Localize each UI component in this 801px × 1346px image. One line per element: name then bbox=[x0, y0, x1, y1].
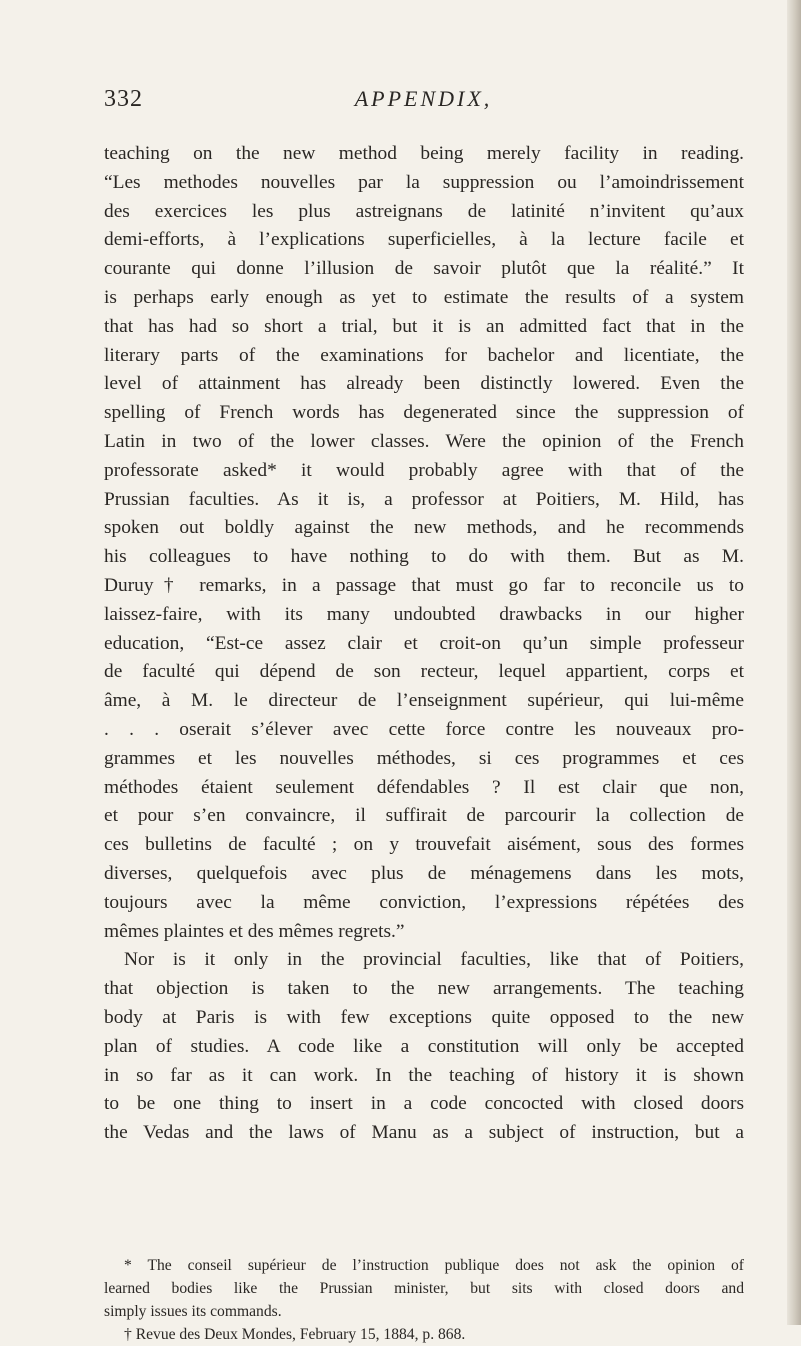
body-text bbox=[104, 140, 744, 1148]
text-line: Nor is it only in the provincial faculties, like that of Poitiers, bbox=[124, 949, 744, 971]
footnote-line: simply issues its commands. bbox=[104, 1303, 282, 1320]
text-line: diverses, quelquefois avec plus de ménagemens dans les mots, bbox=[104, 862, 744, 884]
text-line: mêmes plaintes et des mêmes regrets.” bbox=[104, 920, 405, 942]
footnotes bbox=[104, 1254, 744, 1346]
text-line: âme, à M. le directeur de l’enseignment supérieur, qui lui-même bbox=[104, 690, 744, 712]
text-line: grammes et les nouvelles méthodes, si ces programmes et ces bbox=[104, 747, 744, 769]
page-number: 332 bbox=[104, 86, 143, 112]
text-line: toujours avec la même conviction, l’expressions répétées des bbox=[104, 891, 744, 913]
text-line: education, “Est-ce assez clair et croit-on qu’un simple professeur bbox=[104, 632, 744, 654]
text-line: et pour s’en convaincre, il suffirait de parcourir la collection de bbox=[104, 805, 744, 827]
footnote-line: † Revue des Deux Mondes, February 15, 1884, p. 868. bbox=[124, 1326, 466, 1343]
text-line: Duruy† remarks, in a passage that must go far to reconcile us to bbox=[104, 574, 744, 596]
text-line: that has had so short a trial, but it is an admitted fact that in the bbox=[104, 315, 744, 337]
footnote-line: learned bodies like the Prussian minister, but sits with closed doors and bbox=[104, 1280, 744, 1297]
text-line: courante qui donne l’illusion de savoir plutôt que la réalité.” It bbox=[104, 258, 744, 280]
text-line: laissez-faire, with its many undoubted drawbacks in our higher bbox=[104, 603, 744, 625]
text-line: . . . oserait s’élever avec cette force contre les nouveaux pro- bbox=[104, 718, 744, 740]
text-line: des exercices les plus astreignans de latinité n’invitent qu’aux bbox=[104, 200, 744, 222]
text-line: is perhaps early enough as yet to estimate the results of a system bbox=[104, 286, 744, 308]
text-line: spoken out boldly against the new methods, and he recommends bbox=[104, 517, 744, 539]
page-header bbox=[104, 86, 743, 116]
text-line: Prussian faculties. As it is, a professor at Poitiers, M. Hild, has bbox=[104, 488, 744, 510]
text-line: méthodes étaient seulement défendables ? Il est clair que non, bbox=[104, 776, 744, 798]
text-line: plan of studies. A code like a constitution will only be accepted bbox=[104, 1035, 744, 1057]
text-line: body at Paris is with few exceptions quite opposed to the new bbox=[104, 1006, 744, 1028]
text-line: de faculté qui dépend de son recteur, lequel appartient, corps et bbox=[104, 661, 744, 683]
text-line: ces bulletins de faculté ; on y trouvefait aisément, sous des formes bbox=[104, 834, 744, 856]
text-line: level of attainment has already been distinctly lowered. Even the bbox=[104, 373, 744, 395]
text-line: in so far as it can work. In the teaching of history it is shown bbox=[104, 1064, 744, 1086]
text-line: his colleagues to have nothing to do with them. But as M. bbox=[104, 546, 744, 568]
footnote-line: * The conseil supérieur de l’instruction publique does not ask the opinion of bbox=[124, 1257, 744, 1274]
text-line: professorate asked* it would probably agree with that of the bbox=[104, 459, 744, 481]
text-line: that objection is taken to the new arrangements. The teaching bbox=[104, 978, 744, 1000]
text-line: Latin in two of the lower classes. Were the opinion of the French bbox=[104, 430, 744, 452]
running-head: APPENDIX, bbox=[354, 86, 493, 111]
page-spine-edge bbox=[787, 0, 801, 1325]
text-line: demi-efforts, à l’explications superficielles, à la lecture facile et bbox=[104, 229, 744, 251]
text-line: spelling of French words has degenerated since the suppression of bbox=[104, 402, 744, 424]
text-line: teaching on the new method being merely facility in reading. bbox=[104, 143, 744, 164]
text-line: literary parts of the examinations for bachelor and licentiate, the bbox=[104, 344, 744, 366]
text-line: “Les methodes nouvelles par la suppression ou l’amoindrissement bbox=[104, 171, 744, 193]
text-line: the Vedas and the laws of Manu as a subject of instruction, but a bbox=[104, 1122, 744, 1144]
text-line: to be one thing to insert in a code concocted with closed doors bbox=[104, 1093, 744, 1115]
